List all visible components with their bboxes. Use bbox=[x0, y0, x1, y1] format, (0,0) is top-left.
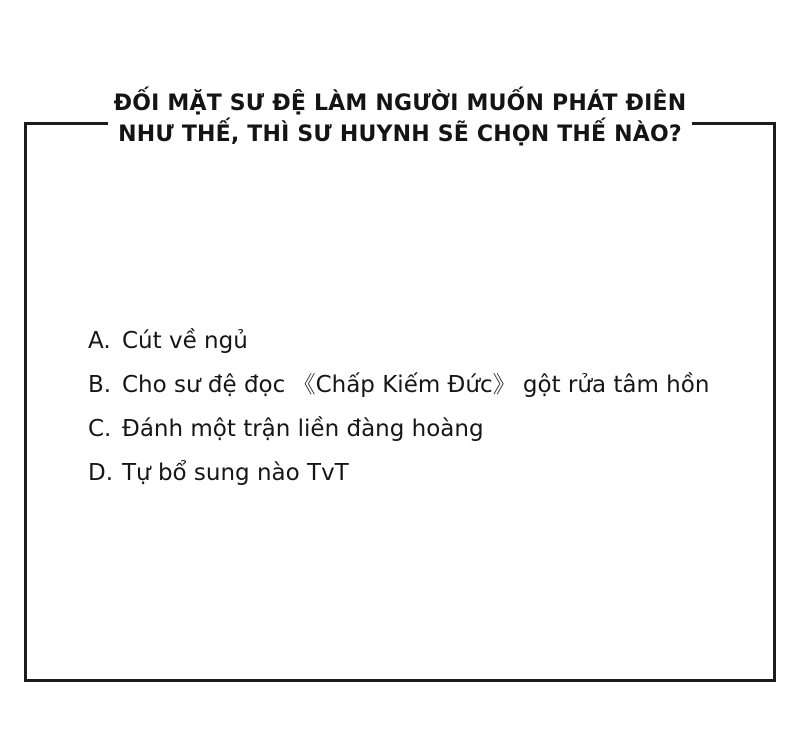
choice-a-label: A. bbox=[88, 328, 111, 354]
frame-edge-left bbox=[24, 122, 27, 682]
frame-edge-right bbox=[773, 122, 776, 682]
choice-c-text: Đánh một trận liền đàng hoàng bbox=[122, 416, 484, 442]
choice-b-label: B. bbox=[88, 372, 112, 398]
choice-c bbox=[88, 418, 709, 441]
choice-d-label: D. bbox=[88, 460, 114, 486]
question-line-2-text: NHƯ THẾ, THÌ SƯ HUYNH SẼ CHỌN THẾ NÀO? bbox=[108, 122, 692, 147]
answer-choices-list bbox=[88, 330, 709, 506]
choice-b bbox=[88, 374, 709, 397]
question-line-1-text: ĐỐI MẶT SƯ ĐỆ LÀM NGƯỜI MUỐN PHÁT ĐIÊN bbox=[104, 91, 697, 116]
choice-c-label: C. bbox=[88, 416, 112, 442]
choice-a-text: Cút về ngủ bbox=[122, 328, 248, 354]
question-heading bbox=[0, 88, 800, 150]
choice-b-text: Cho sư đệ đọc 《Chấp Kiếm Đức》 gột rửa tâm hồn bbox=[122, 372, 710, 398]
choice-a bbox=[88, 330, 709, 353]
choice-d bbox=[88, 462, 709, 485]
question-line-1 bbox=[0, 88, 800, 119]
frame-edge-bottom bbox=[24, 679, 776, 682]
question-line-2 bbox=[0, 119, 800, 150]
choice-d-text: Tự bổ sung nào TvT bbox=[122, 460, 349, 486]
